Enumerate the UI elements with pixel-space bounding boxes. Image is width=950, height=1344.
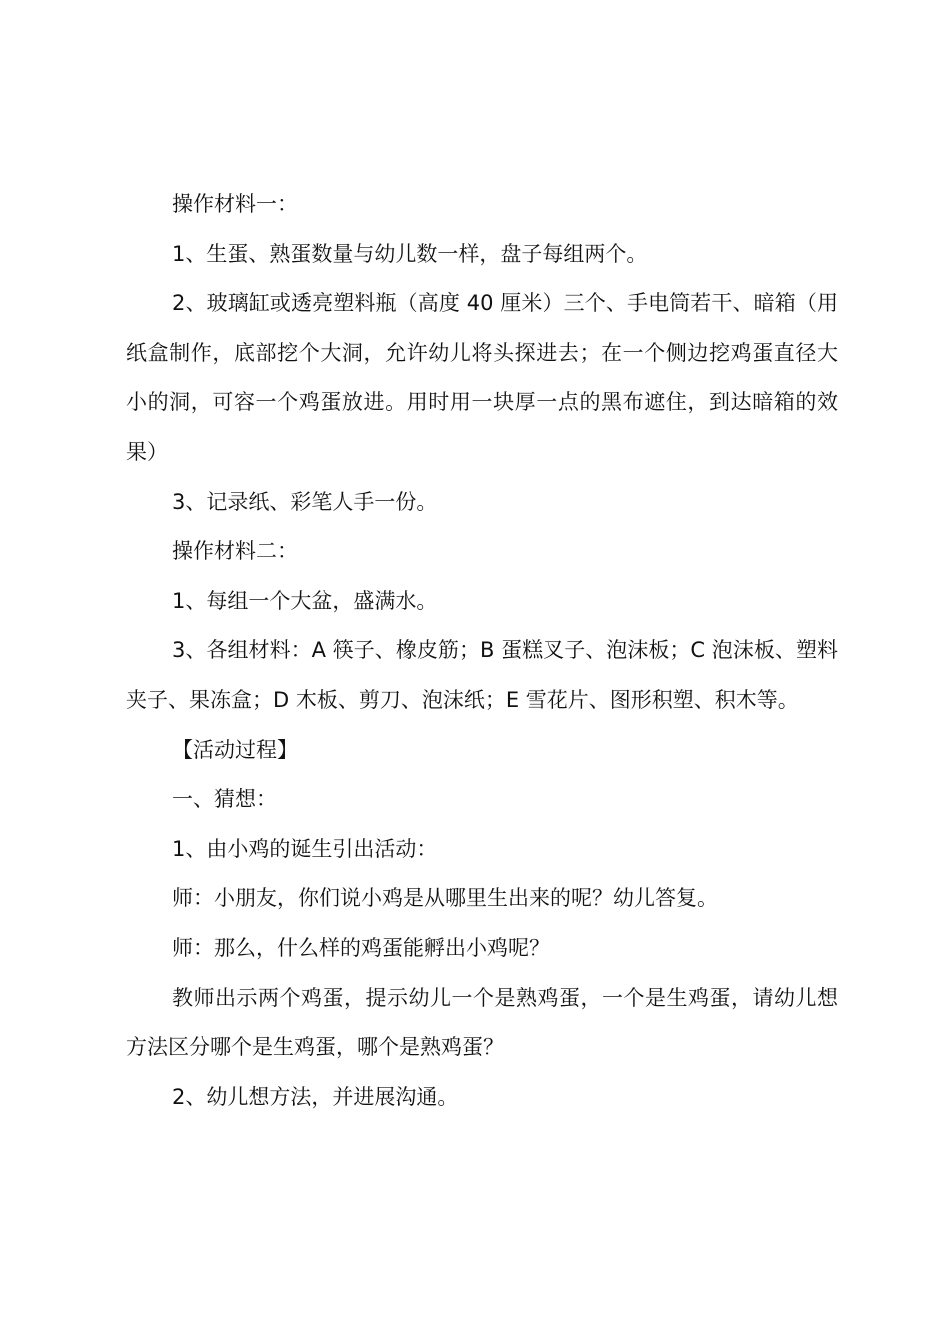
paragraph-materials-one-heading: 操作材料一： (172, 192, 298, 216)
paragraph-materials-two-heading: 操作材料二： (172, 539, 298, 564)
paragraph-teacher-question-2: 师：那么，什么样的鸡蛋能孵出小鸡呢？ (172, 935, 550, 960)
paragraph-guess-step-2: 2、幼儿想方法，并进展沟通。 (172, 1084, 459, 1109)
paragraph-activity-process-heading: 【活动过程】 (172, 737, 298, 762)
paragraph-materials-one-item-3: 3、记录纸、彩笔人手一份。 (172, 489, 438, 514)
paragraph-materials-one-item-2: 2、玻璃缸或透亮塑料瓶（高度 40 厘米）三个、手电筒若干、暗箱（用纸盒制作，底部挖个大洞，允许幼儿将头探进去；在一个侧边挖鸡蛋直径大小的洞，可容一个鸡蛋放进。用时用一块厚一点的黑布遮住，到达暗箱的效果） (126, 291, 838, 464)
paragraph-teacher-question-1: 师：小朋友，你们说小鸡是从哪里生出来的呢？幼儿答复。 (172, 886, 718, 911)
paragraph-guess-step-1: 1、由小鸡的诞生引出活动： (172, 836, 438, 861)
paragraph-materials-two-item-1: 1、每组一个大盆，盛满水。 (172, 588, 438, 613)
paragraph-guess-heading: 一、猜想： (172, 787, 277, 812)
paragraph-teacher-shows-eggs: 教师出示两个鸡蛋，提示幼儿一个是熟鸡蛋，一个是生鸡蛋，请幼儿想方法区分哪个是生鸡蛋，哪个是熟鸡蛋？ (126, 985, 838, 1060)
document-body (126, 180, 838, 1122)
paragraph-materials-two-item-3: 3、各组材料：A 筷子、橡皮筋；B 蛋糕叉子、泡沫板；C 泡沫板、塑料夹子、果冻盒；D 木板、剪刀、泡沫纸；E 雪花片、图形积塑、积木等。 (126, 638, 838, 712)
paragraph-materials-one-item-1: 1、生蛋、熟蛋数量与幼儿数一样，盘子每组两个。 (172, 241, 648, 266)
